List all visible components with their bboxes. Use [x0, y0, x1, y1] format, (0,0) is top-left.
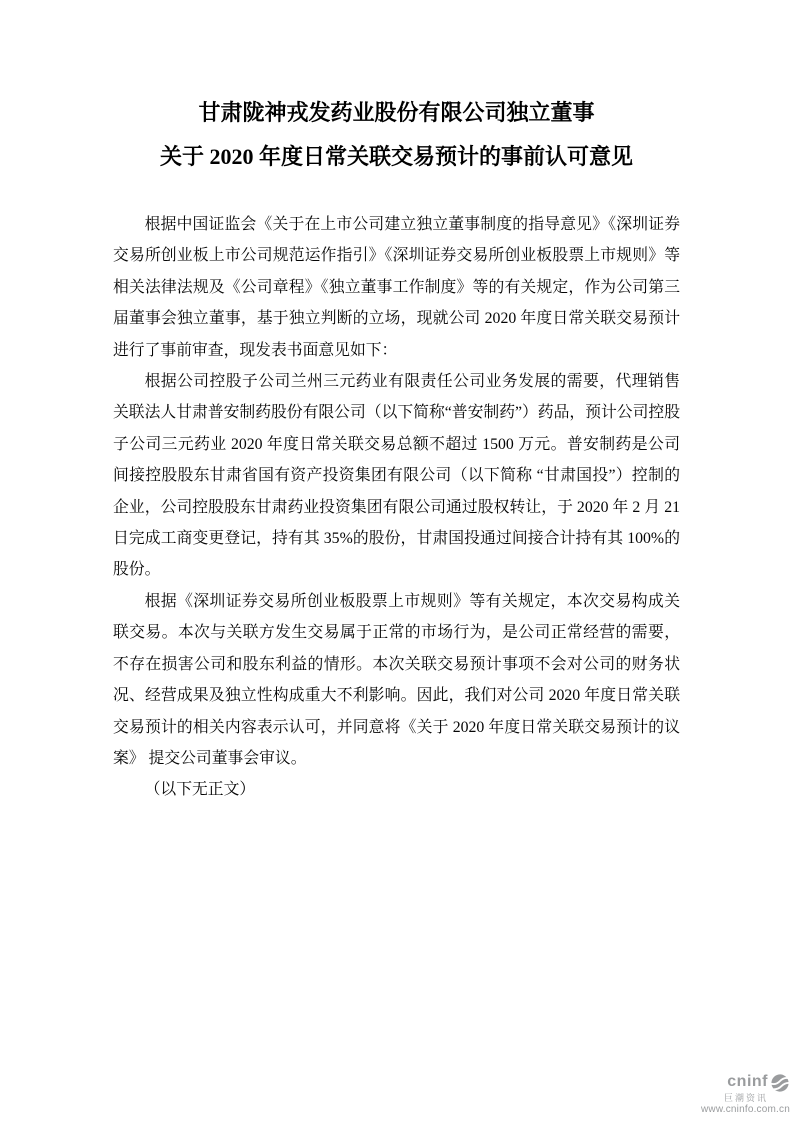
title-line-1: 甘肃陇神戎发药业股份有限公司独立董事 — [198, 100, 595, 125]
document-body — [113, 209, 680, 806]
title-line-2: 关于 2020 年度日常关联交易预计的事前认可意见 — [159, 144, 633, 169]
cninfo-brand-text: cninf — [727, 1073, 768, 1090]
cninfo-brand-chinese: 巨潮资讯 — [723, 1093, 768, 1103]
cninfo-url: www.cninfo.com.cn — [701, 1104, 790, 1115]
cninfo-swirl-icon — [770, 1073, 790, 1093]
cninfo-watermark — [701, 1073, 790, 1115]
paragraph-legal-basis: 根据中国证监会《关于在上市公司建立独立董事制度的指导意见》《深圳证券交易所创业板上市公司规范运作指引》《深圳证券交易所创业板股票上市规则》等相关法律法规及《公司章程》《独立董事工作制度》等的有关规定，作为公司第三届董事会独立董事，基于独立判断的立场，现就公司 2020 年度日常关联交易预计进行了事前审查，现发表书面意见如下： — [113, 216, 680, 359]
document-title — [0, 0, 793, 179]
cninfo-brand-row — [727, 1073, 790, 1093]
paragraph-closing-note: （以下无正文） — [144, 781, 256, 799]
paragraph-transaction-background: 根据公司控股子公司兰州三元药业有限责任公司业务发展的需要，代理销售关联法人甘肃普安制药股份有限公司（以下简称“普安制药”）药品，预计公司控股子公司三元药业 2020 年度日常关联交易总额不超过 1500 万元。普安制药是公司间接控股股东甘肃省国有资产投资集团有限公司（以下简称 “甘肃国投”）控制的企业，公司控股股东甘肃药业投资集团有限公司通过股权转让，于 2020 年 2 月 21 日完成工商变更登记，持有其 35%的股份，甘肃国投通过间接合计持有其 100%的股份。 — [113, 373, 680, 579]
paragraph-opinion: 根据《深圳证券交易所创业板股票上市规则》等有关规定，本次交易构成关联交易。本次与关联方发生交易属于正常的市场行为，是公司正常经营的需要，不存在损害公司和股东利益的情形。本次关联交易预计事项不会对公司的财务状况、经营成果及独立性构成重大不利影响。因此，我们对公司 2020 年度日常关联交易预计的相关内容表示认可，并同意将《关于 2020 年度日常关联交易预计的议案》 提交公司董事会审议。 — [113, 592, 680, 767]
